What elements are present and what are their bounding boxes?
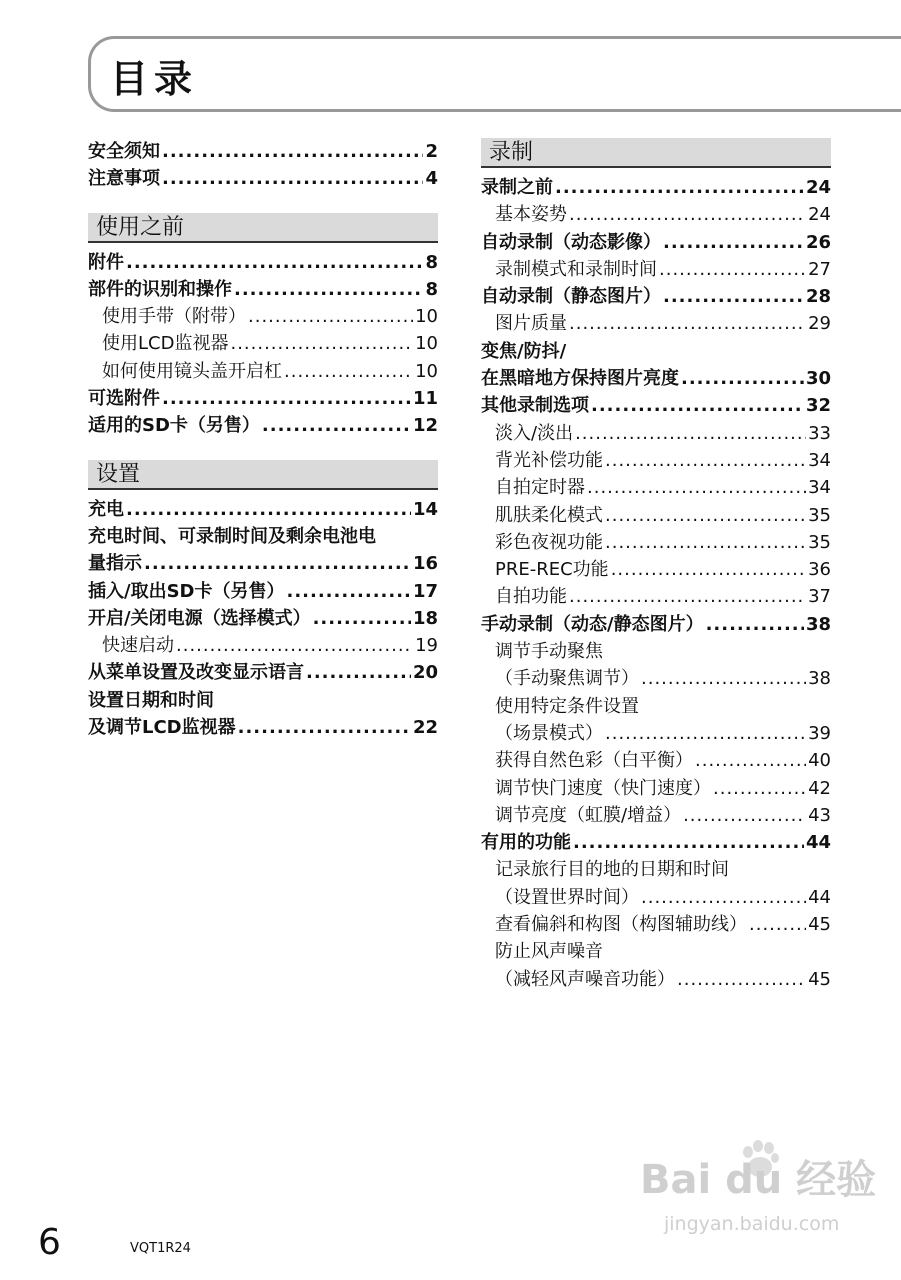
toc-entry-label: 自动录制（静态图片） (481, 286, 661, 308)
toc-entry (88, 687, 438, 714)
toc-entry (481, 775, 831, 802)
dot-leader (681, 365, 804, 392)
page-title: 目录 (110, 57, 199, 101)
toc-entry (481, 447, 831, 474)
toc-entry (88, 330, 438, 357)
toc-entry-label: 防止风声噪音 (495, 941, 603, 963)
toc-entry-label: 使用手带（附带） (102, 306, 246, 328)
section-heading: 录制 (481, 138, 831, 168)
toc-entry-label: 如何使用镜头盖开启杠 (102, 360, 282, 382)
toc-entry-label: 淡入/淡出 (495, 422, 574, 444)
toc-entry-page: 32 (805, 395, 831, 417)
toc-entry (481, 201, 831, 228)
toc-entry-page: 37 (808, 586, 831, 608)
dot-leader (587, 474, 806, 501)
dot-leader (695, 747, 806, 774)
toc-entry (481, 693, 831, 720)
toc-entry-page: 4 (425, 168, 438, 190)
section-heading: 使用之前 (88, 213, 438, 243)
dot-leader (162, 385, 411, 412)
toc-entry-label: 自拍定时器 (495, 477, 585, 499)
toc-entry-label: 肌肤柔化模式 (495, 504, 603, 526)
toc-entry-page: 22 (412, 717, 438, 739)
toc-entry (481, 911, 831, 938)
toc-entry (88, 659, 438, 686)
toc-entry (481, 365, 831, 392)
dot-leader (162, 138, 423, 165)
toc-entry (481, 556, 831, 583)
toc-entry-page: 38 (805, 613, 831, 635)
toc-entry (481, 174, 831, 201)
toc-entry-page: 29 (808, 313, 831, 335)
dot-leader (162, 165, 423, 192)
toc-entry-page: 42 (808, 777, 831, 799)
toc-entry-page: 45 (808, 914, 831, 936)
toc-entry-label: 有用的功能 (481, 832, 571, 854)
toc-entry-page: 10 (415, 360, 438, 382)
toc-entry (481, 310, 831, 337)
dot-leader (611, 556, 806, 583)
toc-entry (481, 229, 831, 256)
toc-entry (481, 256, 831, 283)
toc-entry (88, 303, 438, 330)
dot-leader (605, 720, 806, 747)
toc-entry (481, 611, 831, 638)
toc-entry-label: 录制模式和录制时间 (495, 258, 657, 280)
toc-entry (481, 856, 831, 883)
toc-entry-page: 28 (805, 286, 831, 308)
toc-entry-page: 36 (808, 559, 831, 581)
dot-leader (569, 583, 806, 610)
dot-leader (663, 283, 804, 310)
dot-leader (234, 276, 423, 303)
toc-entry-label: 及调节LCD监视器 (88, 717, 236, 739)
toc-entry-label: （设置世界时间） (495, 886, 639, 908)
toc-entry-label: 安全须知 (88, 141, 160, 162)
toc-entry-page: 44 (808, 886, 831, 908)
toc-entry-label: 使用特定条件设置 (495, 695, 639, 717)
toc-entry-label: 开启/关闭电源（选择模式） (88, 607, 311, 629)
toc-entry-page: 30 (805, 368, 831, 390)
toc-entry-label: 图片质量 (495, 313, 567, 335)
toc-entry-page: 11 (412, 388, 438, 410)
toc-entry (481, 529, 831, 556)
toc-entry (88, 358, 438, 385)
dot-leader (663, 229, 804, 256)
toc-entry (481, 420, 831, 447)
toc-right-column (481, 138, 831, 993)
dot-leader (575, 420, 806, 447)
watermark-url: jingyan.baidu.com (664, 1213, 840, 1235)
dot-leader (262, 412, 411, 439)
dot-leader (230, 330, 413, 357)
dot-leader (659, 256, 806, 283)
toc-entry (88, 632, 438, 659)
dot-leader (126, 249, 423, 276)
toc-entry-page: 10 (415, 306, 438, 328)
toc-entry-label: 调节快门速度（快门速度） (495, 777, 711, 799)
toc-entry-label: 手动录制（动态/静态图片） (481, 613, 704, 635)
toc-entry-label: 可选附件 (88, 388, 160, 410)
toc-entry (481, 665, 831, 692)
toc-entry-label: 使用LCD监视器 (102, 333, 229, 355)
toc-entry (88, 523, 438, 550)
toc-entry-label: 部件的识别和操作 (88, 278, 232, 300)
dot-leader (286, 578, 410, 605)
dot-leader (573, 829, 804, 856)
toc-entry-label: 充电 (88, 498, 124, 520)
dot-leader (605, 529, 806, 556)
toc-entry-label: 调节亮度（虹膜/增益） (495, 804, 682, 826)
dot-leader (238, 714, 411, 741)
toc-entry-page: 43 (808, 804, 831, 826)
dot-leader (284, 358, 413, 385)
toc-entry-page: 34 (808, 449, 831, 471)
toc-entry-label: 背光补偿功能 (495, 449, 603, 471)
toc-entry (481, 720, 831, 747)
toc-entry (481, 502, 831, 529)
toc-entry-label: 量指示 (88, 553, 142, 575)
toc-entry-label: 基本姿势 (495, 204, 567, 226)
toc-entry (88, 276, 438, 303)
toc-entry-page: 34 (808, 477, 831, 499)
document-code: VQT1R24 (130, 1241, 191, 1256)
toc-entry-page: 35 (808, 531, 831, 553)
toc-entry (481, 747, 831, 774)
dot-leader (683, 802, 806, 829)
toc-entry-label: 录制之前 (481, 177, 553, 198)
toc-entry-label: 附件 (88, 251, 124, 273)
toc-entry-page: 27 (808, 258, 831, 280)
toc-entry-page: 24 (805, 177, 831, 198)
toc-entry-page: 45 (808, 968, 831, 990)
toc-entry (88, 550, 438, 577)
toc-entry-page: 20 (412, 662, 438, 684)
toc-entry (88, 165, 438, 192)
dot-leader (555, 174, 804, 201)
toc-entry (88, 249, 438, 276)
toc-entry-page: 17 (412, 580, 438, 602)
toc-entry-page: 26 (805, 231, 831, 253)
toc-entry-label: 调节手动聚焦 (495, 641, 603, 663)
toc-entry-label: 变焦/防抖/ (481, 340, 567, 362)
toc-entry-page: 2 (425, 141, 438, 162)
section-heading: 设置 (88, 460, 438, 490)
toc-entry-label: （手动聚焦调节） (495, 668, 639, 690)
toc-entry-page: 10 (415, 333, 438, 355)
toc-entry-label: 适用的SD卡（另售） (88, 415, 260, 437)
toc-entry (88, 714, 438, 741)
dot-leader (677, 966, 806, 993)
toc-entry (481, 938, 831, 965)
toc-entry (481, 802, 831, 829)
toc-entry (88, 496, 438, 523)
toc-entry-page: 24 (808, 204, 831, 226)
toc-entry-page: 8 (425, 278, 438, 300)
toc-entry-page: 35 (808, 504, 831, 526)
toc-entry-label: PRE-REC功能 (495, 559, 609, 581)
dot-leader (144, 550, 411, 577)
toc-entry (88, 385, 438, 412)
toc-entry-label: 自拍功能 (495, 586, 567, 608)
dot-leader (569, 201, 806, 228)
toc-entry-label: 彩色夜视功能 (495, 531, 603, 553)
toc-entry-page: 39 (808, 722, 831, 744)
toc-entry (88, 412, 438, 439)
dot-leader (641, 884, 806, 911)
dot-leader (641, 665, 806, 692)
toc-entry (481, 583, 831, 610)
toc-entry (88, 578, 438, 605)
dot-leader (713, 775, 806, 802)
toc-entry-label: 在黑暗地方保持图片亮度 (481, 368, 679, 390)
toc-entry (88, 605, 438, 632)
toc-entry (481, 638, 831, 665)
dot-leader (248, 303, 413, 330)
toc-entry-page: 19 (415, 635, 438, 657)
toc-entry-label: 从菜单设置及改变显示语言 (88, 662, 304, 684)
toc-entry-label: 插入/取出SD卡（另售） (88, 580, 285, 602)
toc-entry-page: 12 (412, 415, 438, 437)
watermark-brand: Bai du 经验 (640, 1157, 877, 1203)
dot-leader (605, 502, 806, 529)
toc-left-column (88, 138, 438, 741)
toc-entry (88, 138, 438, 165)
toc-entry (481, 829, 831, 856)
title-frame (88, 36, 901, 112)
toc-entry-page: 38 (808, 668, 831, 690)
toc-entry (481, 966, 831, 993)
toc-entry (481, 884, 831, 911)
dot-leader (605, 447, 806, 474)
page-number: 6 (38, 1222, 61, 1263)
toc-entry-label: 其他录制选项 (481, 395, 589, 417)
dot-leader (126, 496, 411, 523)
dot-leader (706, 611, 804, 638)
toc-entry (481, 283, 831, 310)
toc-entry-label: （减轻风声噪音功能） (495, 968, 675, 990)
toc-entry-label: （场景模式） (495, 722, 603, 744)
toc-entry-label: 查看偏斜和构图（构图辅助线） (495, 914, 747, 936)
toc-entry-page: 40 (808, 750, 831, 772)
toc-entry-label: 充电时间、可录制时间及剩余电池电 (88, 525, 376, 547)
toc-entry (481, 474, 831, 501)
toc-entry-page: 44 (805, 832, 831, 854)
dot-leader (749, 911, 806, 938)
dot-leader (569, 310, 806, 337)
dot-leader (313, 605, 411, 632)
toc-entry-label: 记录旅行目的地的日期和时间 (495, 859, 729, 881)
toc-entry-page: 8 (425, 251, 438, 273)
toc-entry-label: 自动录制（动态影像） (481, 231, 661, 253)
dot-leader (591, 392, 804, 419)
dot-leader (306, 659, 411, 686)
toc-entry-label: 快速启动 (102, 635, 174, 657)
toc-entry (481, 338, 831, 365)
dot-leader (176, 632, 413, 659)
toc-entry-page: 14 (412, 498, 438, 520)
toc-entry-label: 获得自然色彩（白平衡） (495, 750, 693, 772)
toc-entry-label: 设置日期和时间 (88, 689, 214, 711)
toc-entry-label: 注意事项 (88, 168, 160, 190)
toc-entry (481, 392, 831, 419)
toc-entry-page: 18 (412, 607, 438, 629)
toc-entry-page: 33 (808, 422, 831, 444)
toc-entry-page: 16 (412, 553, 438, 575)
